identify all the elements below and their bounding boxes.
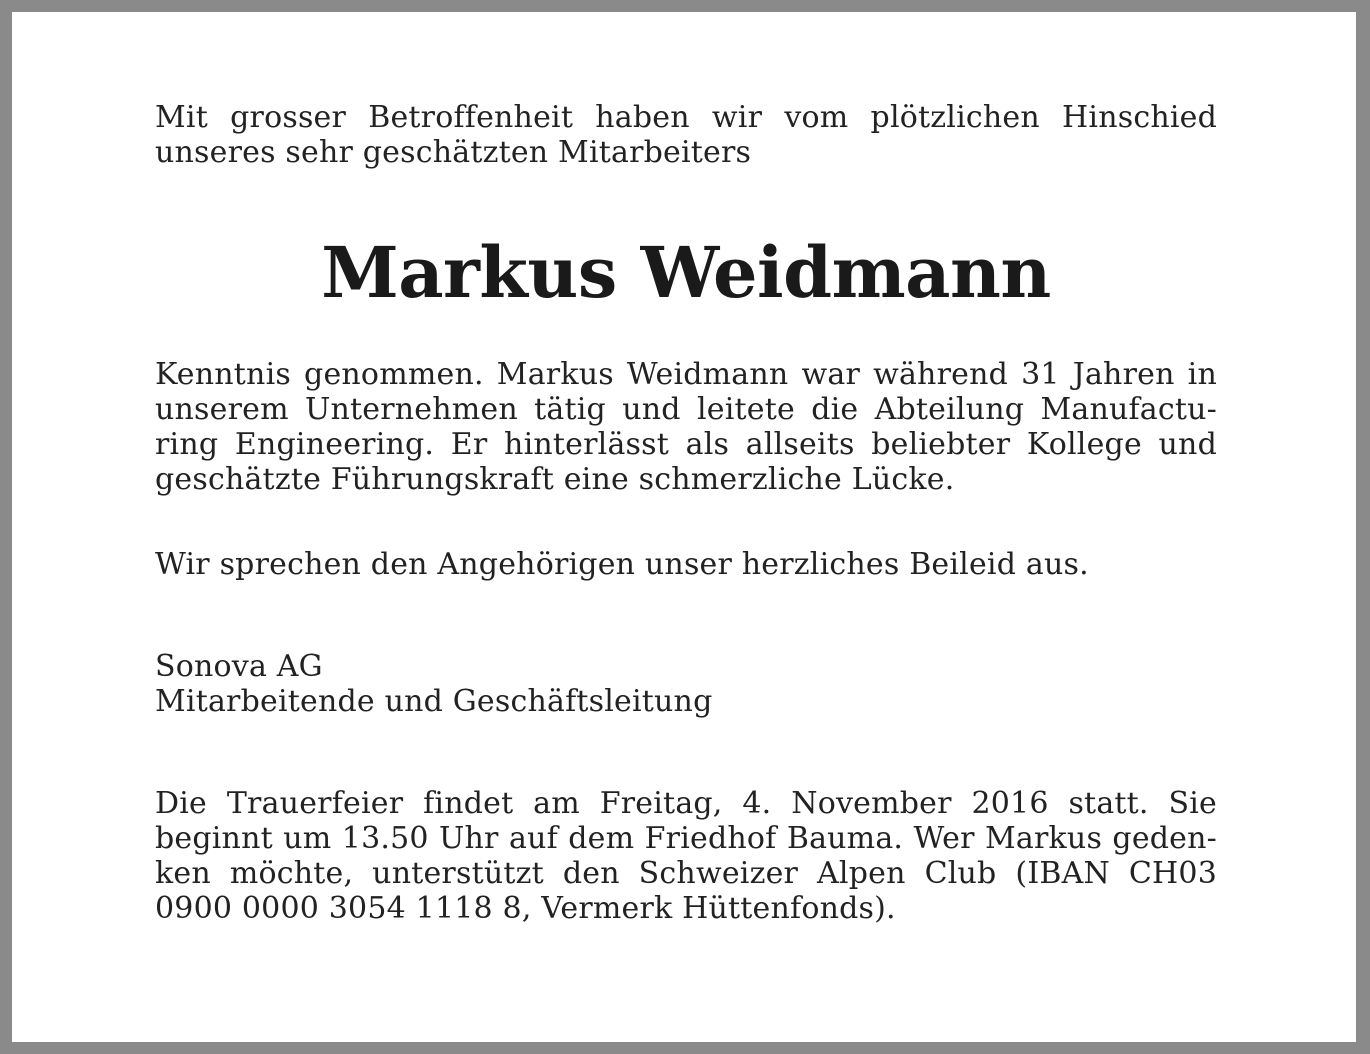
body-line: ring Engineering. Er hinterlässt als allseits beliebter Kollege und bbox=[155, 427, 1217, 462]
body-line: unserem Unternehmen tätig und leitete die Abteilung Manufactu- bbox=[155, 392, 1217, 427]
condolence-text: Wir sprechen den Angehörigen unser herzliches Beileid aus. bbox=[155, 547, 1089, 582]
intro-line: Mit grosser Betroffenheit haben wir vom plötzlichen Hinschied bbox=[155, 100, 1217, 135]
service-line: Die Trauerfeier findet am Freitag, 4. November 2016 statt. Sie bbox=[155, 786, 1217, 821]
deceased-name: Markus Weidmann bbox=[321, 231, 1051, 314]
service-paragraph bbox=[155, 786, 1217, 926]
signature-block bbox=[155, 649, 1217, 719]
intro-paragraph bbox=[155, 100, 1217, 170]
service-line: beginnt um 13.50 Uhr auf dem Friedhof Bauma. Wer Markus geden- bbox=[155, 821, 1217, 856]
body-paragraph bbox=[155, 357, 1217, 497]
service-line: 0900 0000 3054 1118 8, Vermerk Hüttenfonds). bbox=[155, 891, 896, 926]
obituary-page bbox=[12, 12, 1356, 1042]
signature-company: Sonova AG bbox=[155, 649, 323, 684]
service-line: ken möchte, unterstützt den Schweizer Alpen Club (IBAN CH03 bbox=[155, 856, 1217, 891]
body-line: Kenntnis genommen. Markus Weidmann war während 31 Jahren in bbox=[155, 357, 1217, 392]
signature-group: Mitarbeitende und Geschäftsleitung bbox=[155, 684, 713, 719]
body-line: geschätzte Führungskraft eine schmerzliche Lücke. bbox=[155, 462, 955, 497]
intro-line: unseres sehr geschätzten Mitarbeiters bbox=[155, 135, 752, 170]
